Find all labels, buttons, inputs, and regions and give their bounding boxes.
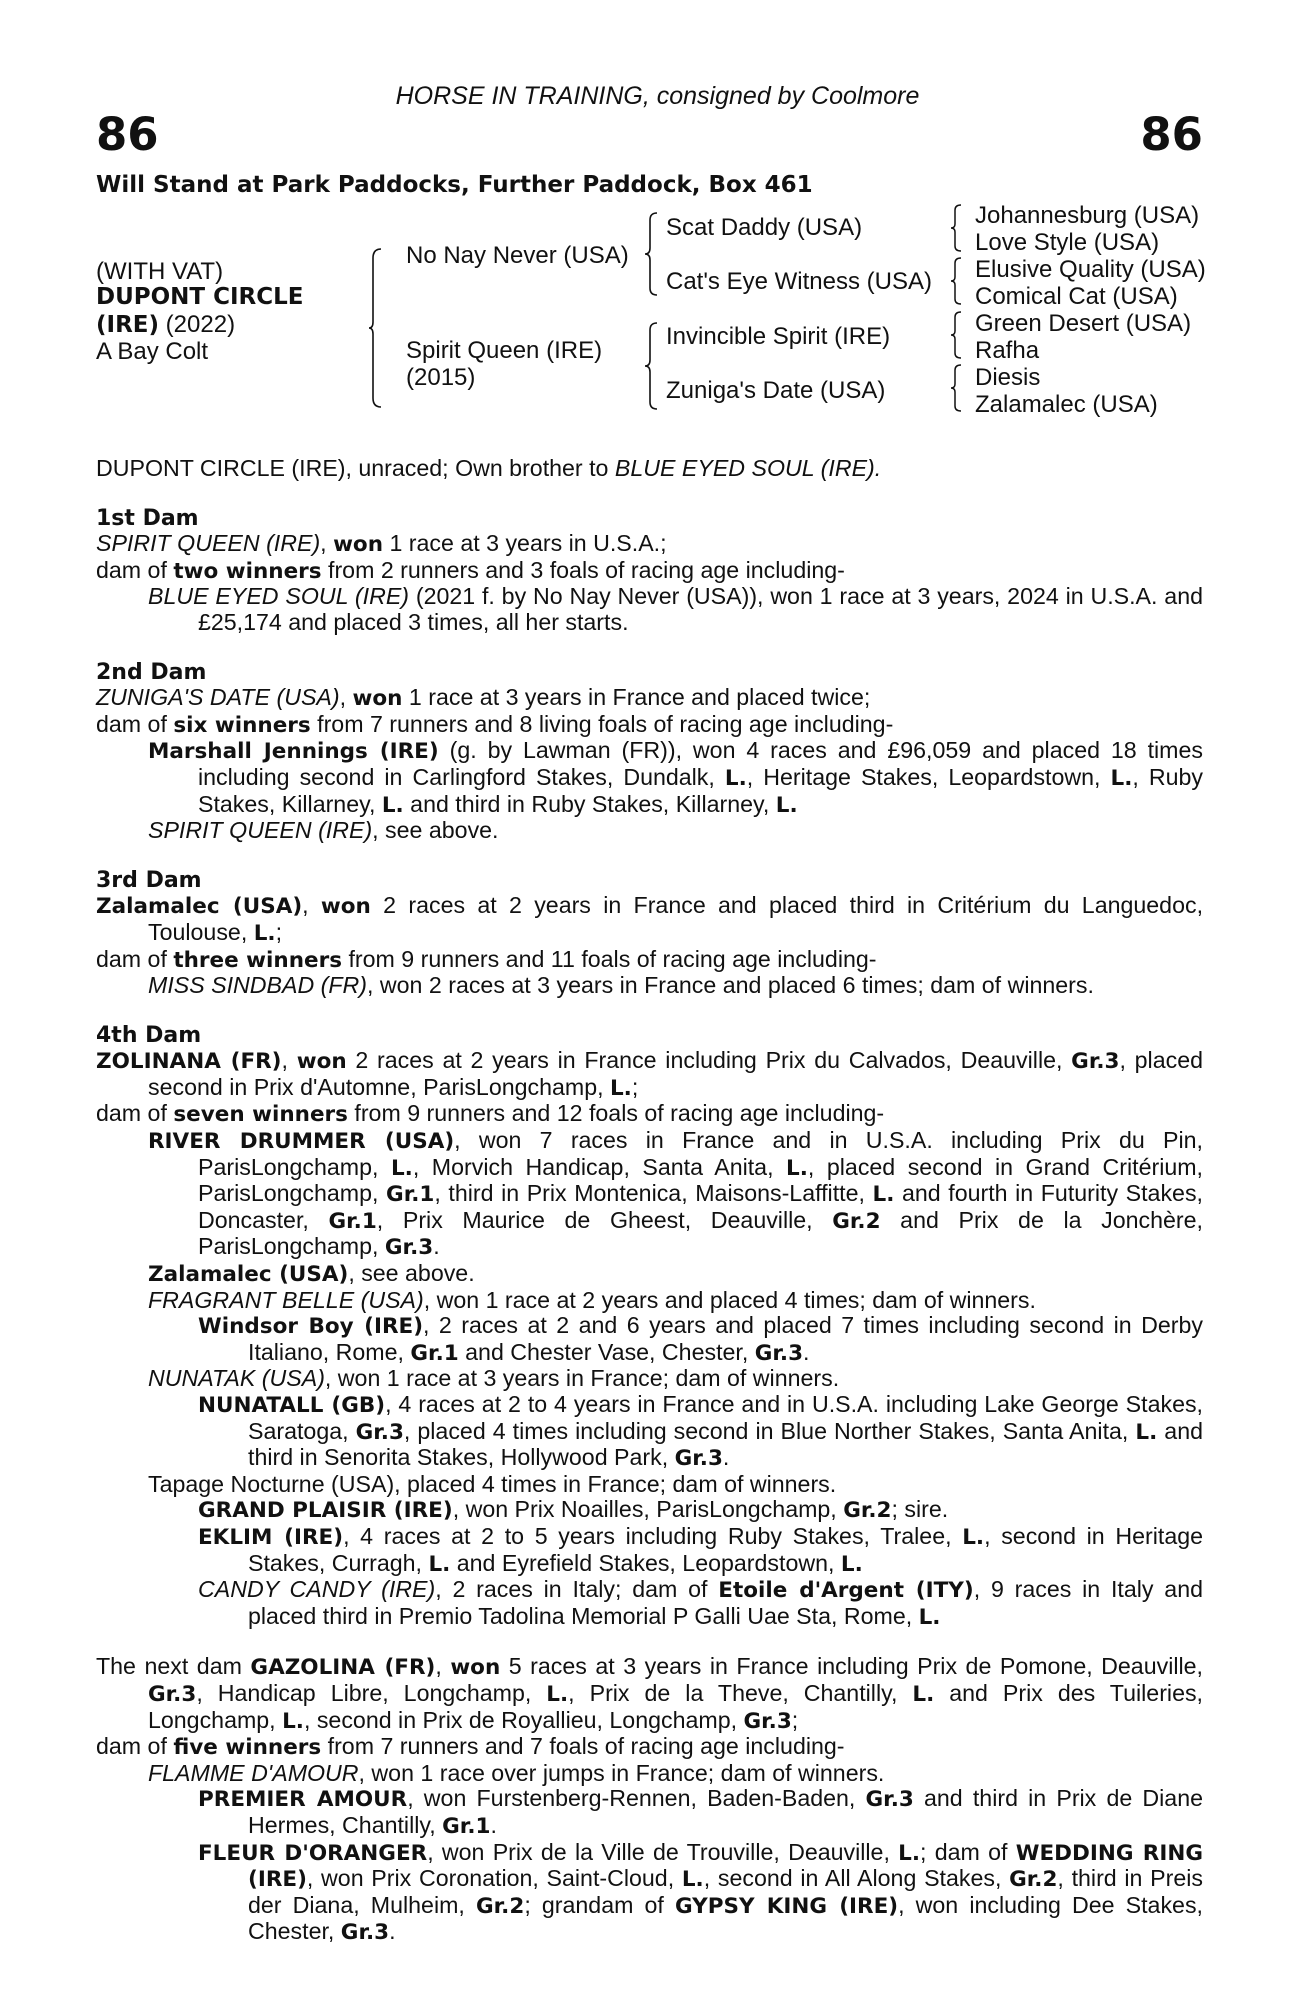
dam2-produce-2: SPIRIT QUEEN (IRE), see above. xyxy=(148,817,499,844)
dam1-line2: dam of two winners from 2 runners and 3 foals of racing age including- xyxy=(96,556,845,584)
horse-year: (2022) xyxy=(159,311,236,338)
dam4-nunatall: NUNATALL (GB), 4 races at 2 to 4 years in France and in U.S.A. including Lake George Stakes, Saratoga, Gr.3, placed 4 times including second in Blue Norther Stakes, Santa Anita, L. and third in Senorita Stakes, Hollywood Park, Gr.3. xyxy=(198,1391,1203,1472)
dam1-produce-1: BLUE EYED SOUL (IRE) (2021 f. by No Nay Never (USA)), won 1 race at 3 years, 2024 in U.S.A. and £25,174 and placed 3 times, all her starts. xyxy=(148,583,1203,635)
gen3-7: Diesis xyxy=(975,364,1041,391)
dam4-windsor-boy: Windsor Boy (IRE), 2 races at 2 and 6 years and placed 7 times including second in Derby Italiano, Rome, Gr.1 and Chester Vase, Chester, Gr.3. xyxy=(198,1312,1203,1366)
dam4-line1: ZOLINANA (FR), won 2 races at 2 years in France including Prix du Calvados, Deauville, Gr.3, placed second in Prix d'Automne, ParisLongchamp, L.; xyxy=(96,1047,1203,1101)
stand-location: Will Stand at Park Paddocks, Further Paddock, Box 461 xyxy=(96,172,813,198)
dam4-grand-plaisir: GRAND PLAISIR (IRE), won Prix Noailles, ParisLongchamp, Gr.2; sire. xyxy=(198,1496,949,1524)
next-fleur-doranger: FLEUR D'ORANGER, won Prix de la Ville de Trouville, Deauville, L.; dam of WEDDING RING (IRE), won Prix Coronation, Saint-Cloud, L., second in All Along Stakes, Gr.2, third in Preis der Diana, Mulheim, Gr.2; grandam of GYPSY KING (IRE), won including Dee Stakes, Chester, Gr.3. xyxy=(198,1838,1203,1946)
lot-number-right: 86 xyxy=(1140,108,1203,161)
lot-number-left: 86 xyxy=(96,108,159,161)
dam4-line2: dam of seven winners from 9 runners and 12 foals of racing age including- xyxy=(96,1100,885,1128)
gen3-8: Zalamalec (USA) xyxy=(975,391,1158,418)
dam2-heading: 2nd Dam xyxy=(96,659,207,685)
gen3-6: Rafha xyxy=(975,337,1040,364)
intro-line: DUPONT CIRCLE (IRE), unraced; Own brother to BLUE EYED SOUL (IRE). xyxy=(96,455,882,481)
dam-sire: Invincible Spirit (IRE) xyxy=(666,323,891,350)
dam-name: Spirit Queen (IRE) xyxy=(406,337,603,364)
dam4-river-drummer: RIVER DRUMMER (USA), won 7 races in France and in U.S.A. including Prix du Pin, ParisLongchamp, L., Morvich Handicap, Santa Anita, L., placed second in Grand Critérium, ParisLongchamp, Gr.1, third in Prix Montenica, Maisons-Laffitte, L. and fourth in Futurity Stakes, Doncaster, Gr.1, Prix Maurice de Gheest, Deauville, Gr.2 and Prix de la Jonchère, ParisLongchamp, Gr.3. xyxy=(148,1127,1203,1261)
brace-g3-2 xyxy=(950,257,962,305)
dam3-heading: 3rd Dam xyxy=(96,867,202,893)
sire-sire: Scat Daddy (USA) xyxy=(666,214,863,241)
horse-country: (IRE) xyxy=(96,312,160,338)
brace-g3-4 xyxy=(950,364,962,412)
brace-dam xyxy=(644,322,658,410)
dam1-line1: SPIRIT QUEEN (IRE), won 1 race at 3 years in U.S.A.; xyxy=(96,530,667,558)
dam3-produce-1: MISS SINDBAD (FR), won 2 races at 3 years in France and placed 6 times; dam of winners. xyxy=(148,972,1094,999)
horse-country-year xyxy=(96,311,235,339)
dam3-line1: Zalamalec (USA), won 2 races at 2 years in France and placed third in Critérium du Languedoc, Toulouse, L.; xyxy=(96,892,1204,946)
dam4-eklim: EKLIM (IRE), 4 races at 2 to 5 years including Ruby Stakes, Tralee, L., second in Heritage Stakes, Curragh, L. and Eyrefield Stakes, Leopardstown, L. xyxy=(198,1522,1204,1577)
dam1-heading: 1st Dam xyxy=(96,505,199,531)
consignment-title: HORSE IN TRAINING, consigned by Coolmore xyxy=(395,82,920,110)
dam-dam: Zuniga's Date (USA) xyxy=(666,377,886,404)
dam4-heading: 4th Dam xyxy=(96,1022,202,1048)
horse-sex: A Bay Colt xyxy=(96,338,209,365)
gen3-1: Johannesburg (USA) xyxy=(975,202,1200,229)
dam-year: (2015) xyxy=(406,364,476,391)
brace-main xyxy=(368,248,382,408)
horse-name: DUPONT CIRCLE xyxy=(96,284,304,310)
dam2-line1: ZUNIGA'S DATE (USA), won 1 race at 3 years in France and placed twice; xyxy=(96,684,871,712)
next-dam-line1: The next dam GAZOLINA (FR), won 5 races at 3 years in France including Prix de Pomone, Deauville, Gr.3, Handicap Libre, Longchamp, L., Prix de la Theve, Chantilly, L. and Prix des Tuileries, Longchamp, L., second in Prix de Royallieu, Longchamp, Gr.3; xyxy=(96,1653,1204,1734)
dam4-fragrant-belle: FRAGRANT BELLE (USA), won 1 race at 2 years and placed 4 times; dam of winners. xyxy=(148,1286,1036,1313)
gen3-3: Elusive Quality (USA) xyxy=(975,256,1206,283)
next-premier-amour: PREMIER AMOUR, won Furstenberg-Rennen, Baden-Baden, Gr.3 and third in Prix de Diane Hermes, Chantilly, Gr.1. xyxy=(198,1785,1203,1839)
brace-sire xyxy=(644,212,658,296)
dam4-nunatak: NUNATAK (USA), won 1 race at 3 years in France; dam of winners. xyxy=(148,1365,840,1392)
gen3-4: Comical Cat (USA) xyxy=(975,283,1178,310)
next-dam-line2: dam of five winners from 7 runners and 7 foals of racing age including- xyxy=(96,1733,845,1761)
dam4-tapage-nocturne: Tapage Nocturne (USA), placed 4 times in France; dam of winners. xyxy=(148,1470,837,1497)
brace-g3-3 xyxy=(950,311,962,359)
gen3-5: Green Desert (USA) xyxy=(975,310,1192,337)
next-flamme-damour: FLAMME D'AMOUR, won 1 race over jumps in France; dam of winners. xyxy=(148,1759,885,1786)
vat-note: (WITH VAT) xyxy=(96,258,224,285)
dam3-line2: dam of three winners from 9 runners and 11 foals of racing age including- xyxy=(96,945,877,973)
brace-g3-1 xyxy=(950,204,962,252)
sire-name: No Nay Never (USA) xyxy=(406,242,629,269)
dam2-produce-1: Marshall Jennings (IRE) (g. by Lawman (FR)), won 4 races and £96,059 and placed 18 times including second in Carlingford Stakes, Dundalk, L., Heritage Stakes, Leopardstown, L., Ruby Stakes, Killarney, L. and third in Ruby Stakes, Killarney, L. xyxy=(148,737,1204,818)
dam4-zalamalec: Zalamalec (USA), see above. xyxy=(148,1260,475,1288)
dam2-line2: dam of six winners from 7 runners and 8 living foals of racing age including- xyxy=(96,710,894,738)
gen3-2: Love Style (USA) xyxy=(975,229,1160,256)
catalogue-text xyxy=(96,456,1203,1946)
dam4-candy-candy: CANDY CANDY (IRE), 2 races in Italy; dam of Etoile d'Argent (ITY), 9 races in Italy and placed third in Premio Tadolina Memorial P Galli Uae Sta, Rome, L. xyxy=(198,1576,1203,1630)
sire-dam: Cat's Eye Witness (USA) xyxy=(666,268,932,295)
